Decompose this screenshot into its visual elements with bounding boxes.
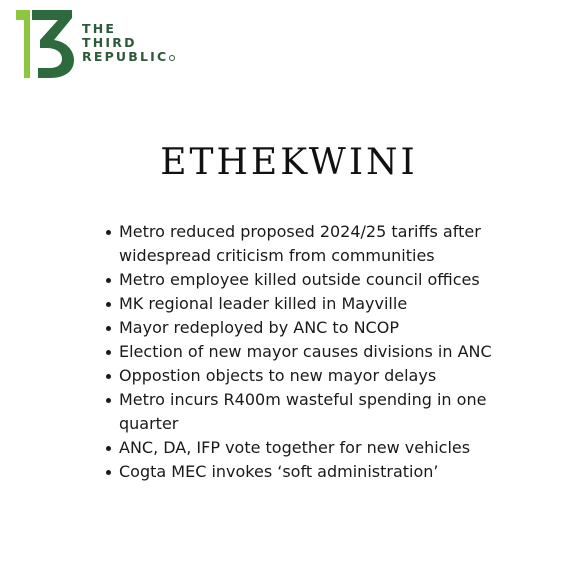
- brand-line-the: THE: [82, 21, 117, 36]
- list-item: Election of new mayor causes divisions in ANC: [119, 340, 549, 364]
- registered-mark-icon: [169, 55, 175, 61]
- brand-line-republic-text: REPUBLIC: [82, 49, 169, 64]
- list-item: Metro reduced proposed 2024/25 tariffs after widespread criticism from communities: [119, 220, 549, 268]
- list-item: MK regional leader killed in Mayville: [119, 292, 549, 316]
- list-item: Metro incurs R400m wasteful spending in one quarter: [119, 388, 549, 436]
- list-item: Cogta MEC invokes ‘soft administration’: [119, 460, 549, 484]
- list-item: ANC, DA, IFP vote together for new vehicles: [119, 436, 549, 460]
- brand-line-third: THIRD: [82, 35, 137, 50]
- news-bullet-list: [119, 220, 549, 484]
- brand-logo: [16, 10, 216, 78]
- brand-line-republic: [82, 50, 175, 64]
- brand-wordmark: [82, 22, 175, 64]
- the-third-republic-logo-icon: [16, 10, 76, 78]
- list-item: Metro employee killed outside council offices: [119, 268, 549, 292]
- list-item: Oppostion objects to new mayor delays: [119, 364, 549, 388]
- page-title: ETHEKWINI: [160, 142, 418, 184]
- list-item: Mayor redeployed by ANC to NCOP: [119, 316, 549, 340]
